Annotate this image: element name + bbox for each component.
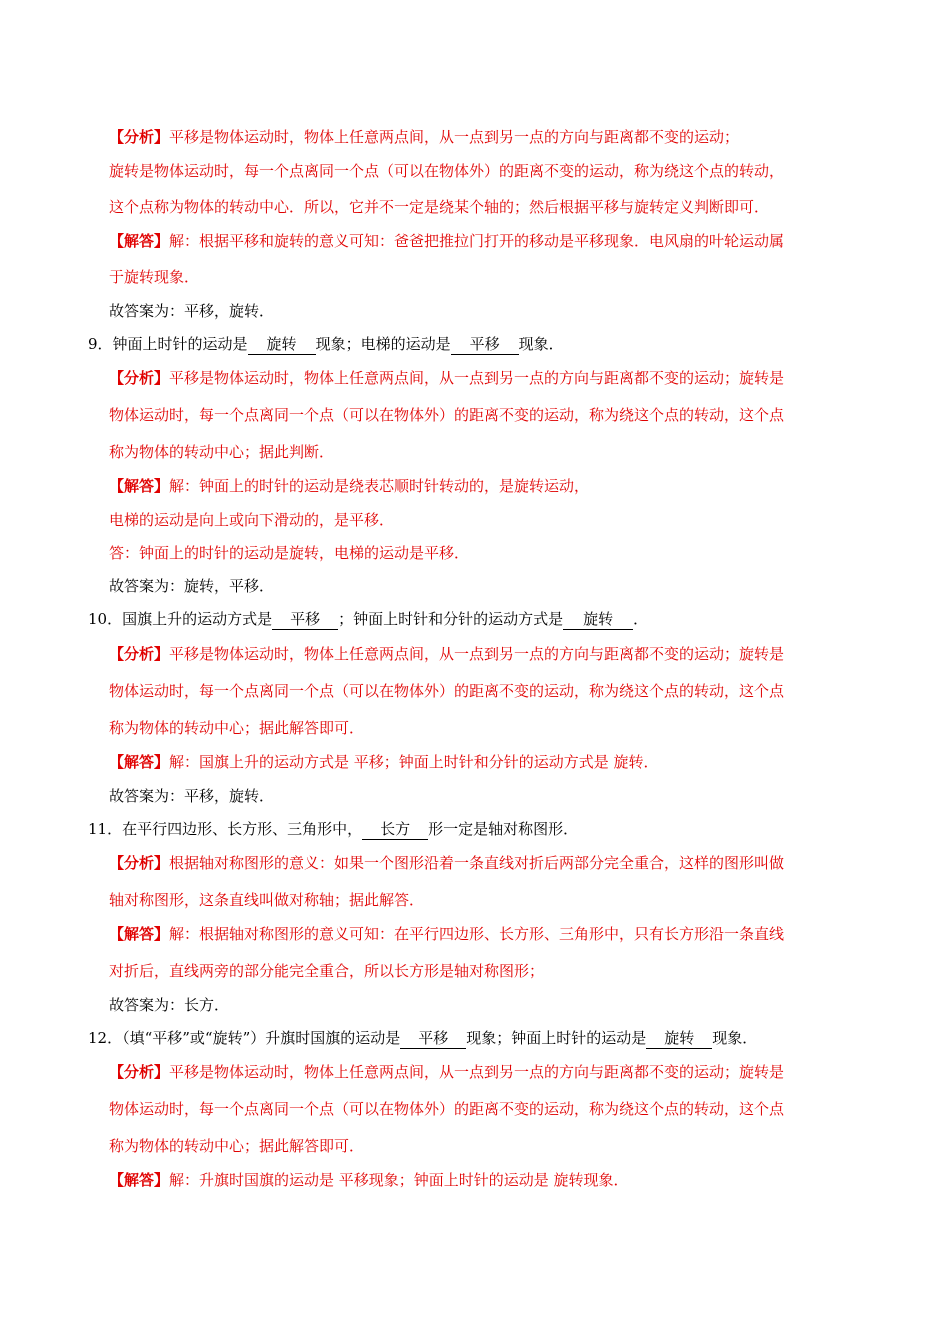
analysis-tag: 【分析】 bbox=[109, 854, 170, 872]
question-12 bbox=[88, 1028, 757, 1049]
analysis-paragraph bbox=[109, 127, 739, 147]
question-text: 现象． bbox=[712, 1029, 758, 1047]
answer-text: 解：钟面上的时针的运动是绕表芯顺时针转动的，是旋转运动， bbox=[169, 477, 590, 495]
analysis-tag: 【分析】 bbox=[109, 1063, 170, 1081]
question-number: 11． bbox=[88, 820, 123, 838]
question-text: 在平行四边形、长方形、三角形中， bbox=[122, 820, 363, 838]
question-text: 现象． bbox=[518, 335, 564, 353]
question-text: 国旗上升的运动方式是 bbox=[122, 610, 273, 628]
analysis-tag: 【分析】 bbox=[109, 369, 170, 387]
final-answer: 故答案为：平移，旋转． bbox=[109, 302, 275, 320]
question-number: 12． bbox=[88, 1029, 123, 1047]
answer-blank: 平移 bbox=[451, 334, 519, 355]
answer-tag: 【解答】 bbox=[109, 925, 170, 943]
analysis-tag: 【分析】 bbox=[109, 128, 170, 146]
analysis-text: 称为物体的转动中心；据此解答即可． bbox=[109, 719, 365, 737]
answer-paragraph bbox=[109, 231, 784, 251]
final-answer: 故答案为：长方． bbox=[109, 996, 230, 1014]
final-answer: 故答案为：旋转，平移． bbox=[109, 577, 275, 595]
question-text: 形一定是轴对称图形． bbox=[428, 820, 579, 838]
final-answer: 故答案为：平移，旋转． bbox=[109, 787, 275, 805]
answer-tag: 【解答】 bbox=[109, 232, 170, 250]
answer-blank: 旋转 bbox=[248, 334, 316, 355]
answer-tag: 【解答】 bbox=[109, 477, 170, 495]
answer-tag: 【解答】 bbox=[109, 1171, 170, 1189]
answer-blank: 平移 bbox=[400, 1028, 466, 1049]
analysis-text: 旋转是物体运动时，每一个点离同一个点（可以在物体外）的距离不变的运动，称为绕这个点的转动， bbox=[109, 162, 785, 180]
question-number: 10． bbox=[88, 610, 123, 628]
analysis-text: 物体运动时，每一个点离同一个点（可以在物体外）的距离不变的运动，称为绕这个点的转动，这个点 bbox=[109, 682, 785, 700]
analysis-paragraph bbox=[109, 368, 784, 388]
answer-blank: 长方 bbox=[362, 819, 428, 840]
answer-paragraph bbox=[109, 1170, 629, 1190]
question-number: 9． bbox=[88, 335, 113, 353]
question-text: （填“平移”或“旋转”）升旗时国旗的运动是 bbox=[122, 1029, 401, 1047]
analysis-tag: 【分析】 bbox=[109, 645, 170, 663]
answer-blank: 平移 bbox=[272, 609, 338, 630]
analysis-paragraph bbox=[109, 1062, 784, 1082]
analysis-text: 这个点称为物体的转动中心．所以，它并不一定是绕某个轴的；然后根据平移与旋转定义判断即可． bbox=[109, 198, 770, 216]
answer-tag: 【解答】 bbox=[109, 753, 170, 771]
answer-text: 电梯的运动是向上或向下滑动的，是平移． bbox=[109, 511, 395, 529]
answer-text: 解：根据轴对称图形的意义可知：在平行四边形、长方形、三角形中，只有长方形沿一条直线 bbox=[169, 925, 785, 943]
answer-text: 对折后，直线两旁的部分能完全重合，所以长方形是轴对称图形； bbox=[109, 962, 545, 980]
analysis-text: 物体运动时，每一个点离同一个点（可以在物体外）的距离不变的运动，称为绕这个点的转动，这个点 bbox=[109, 406, 785, 424]
question-text: 现象；钟面上时针的运动是 bbox=[466, 1029, 647, 1047]
answer-text: 答：钟面上的时针的运动是旋转，电梯的运动是平移． bbox=[109, 544, 470, 562]
question-11 bbox=[88, 819, 578, 840]
analysis-text: 平移是物体运动时，物体上任意两点间，从一点到另一点的方向与距离都不变的运动；旋转是 bbox=[169, 645, 785, 663]
answer-text: 于旋转现象． bbox=[109, 268, 200, 286]
answer-paragraph bbox=[109, 924, 784, 944]
analysis-text: 物体运动时，每一个点离同一个点（可以在物体外）的距离不变的运动，称为绕这个点的转动，这个点 bbox=[109, 1100, 785, 1118]
analysis-text: 称为物体的转动中心；据此解答即可． bbox=[109, 1137, 365, 1155]
answer-blank: 旋转 bbox=[646, 1028, 712, 1049]
analysis-text: 轴对称图形，这条直线叫做对称轴；据此解答． bbox=[109, 891, 425, 909]
answer-blank: 旋转 bbox=[563, 609, 633, 630]
question-text: ． bbox=[633, 610, 649, 628]
analysis-text: 称为物体的转动中心；据此判断． bbox=[109, 443, 335, 461]
answer-paragraph bbox=[109, 752, 659, 772]
question-text: 钟面上时针的运动是 bbox=[112, 335, 248, 353]
analysis-text: 平移是物体运动时，物体上任意两点间，从一点到另一点的方向与距离都不变的运动；旋转是 bbox=[169, 369, 785, 387]
answer-text: 解：根据平移和旋转的意义可知：爸爸把推拉门打开的移动是平移现象．电风扇的叶轮运动属 bbox=[169, 232, 785, 250]
analysis-paragraph bbox=[109, 853, 784, 873]
analysis-paragraph bbox=[109, 644, 784, 664]
analysis-text: 根据轴对称图形的意义：如果一个图形沿着一条直线对折后两部分完全重合，这样的图形叫做 bbox=[169, 854, 785, 872]
answer-paragraph bbox=[109, 476, 589, 496]
question-10 bbox=[88, 609, 648, 630]
answer-text: 解：升旗时国旗的运动是 平移现象；钟面上时针的运动是 旋转现象． bbox=[169, 1171, 629, 1189]
analysis-text: 平移是物体运动时，物体上任意两点间，从一点到另一点的方向与距离都不变的运动； bbox=[169, 128, 740, 146]
answer-text: 解：国旗上升的运动方式是 平移；钟面上时针和分针的运动方式是 旋转． bbox=[169, 753, 659, 771]
analysis-text: 平移是物体运动时，物体上任意两点间，从一点到另一点的方向与距离都不变的运动；旋转是 bbox=[169, 1063, 785, 1081]
question-9 bbox=[88, 334, 564, 355]
question-text: ；钟面上时针和分针的运动方式是 bbox=[338, 610, 564, 628]
question-text: 现象；电梯的运动是 bbox=[315, 335, 451, 353]
